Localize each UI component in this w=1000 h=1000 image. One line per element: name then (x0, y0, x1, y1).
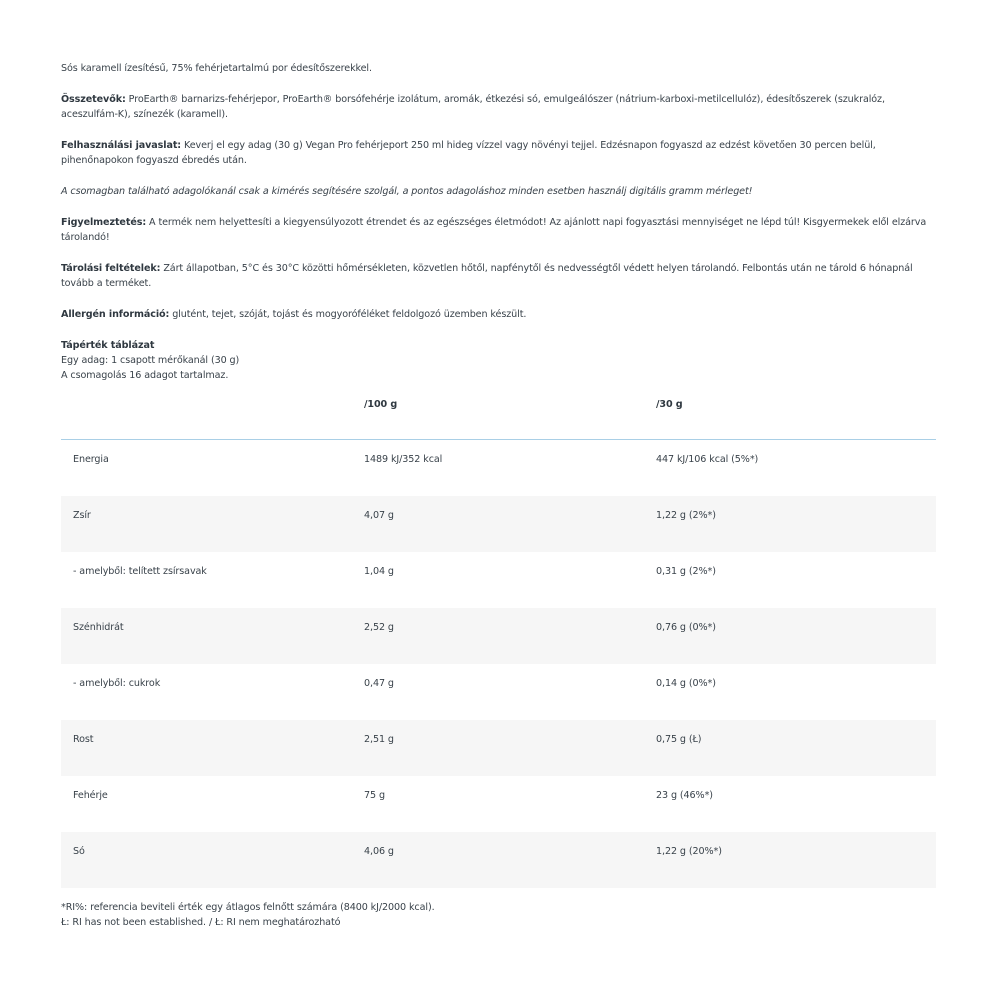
ri-not-established-footnote: Ł: RI has not been established. / Ł: RI nem meghatározható (61, 917, 341, 928)
ingredients-text: ProEarth® barnarizs-fehérjepor, ProEarth® borsófehérje izolátum, aromák, étkezési só, emulgeálószer (nátrium-karboxi-metilcellulóz), édesítőszerek (szukralóz, aceszulfám-K), színezék (karamell). (61, 94, 885, 120)
storage-paragraph (61, 261, 941, 291)
nutrient-name: Rost (73, 734, 94, 745)
value-per-100g: 75 g (364, 790, 385, 801)
table-row (61, 496, 936, 552)
column-header-100g: /100 g (364, 399, 398, 410)
ingredients-label: Összetevők: (61, 94, 126, 105)
value-per-100g: 4,06 g (364, 846, 394, 857)
value-per-100g: 4,07 g (364, 510, 394, 521)
value-per-30g: 0,14 g (0%*) (656, 678, 716, 689)
value-per-30g: 1,22 g (20%*) (656, 846, 722, 857)
usage-label: Felhasználási javaslat: (61, 140, 182, 151)
storage-label: Tárolási feltételek: (61, 263, 161, 274)
table-row (61, 776, 936, 832)
value-per-100g: 2,51 g (364, 734, 394, 745)
table-row (61, 832, 936, 888)
value-per-30g: 0,75 g (Ł) (656, 734, 702, 745)
value-per-100g: 1,04 g (364, 566, 394, 577)
nutrient-name: - amelyből: telített zsírsavak (73, 566, 207, 577)
value-per-100g: 0,47 g (364, 678, 394, 689)
warning-paragraph (61, 215, 941, 245)
value-per-100g: 2,52 g (364, 622, 394, 633)
table-row (61, 608, 936, 664)
table-row (61, 440, 936, 496)
ri-footnote: *RI%: referencia beviteli érték egy átlagos felnőtt számára (8400 kJ/2000 kcal). (61, 902, 435, 913)
nutrient-name: Zsír (73, 510, 91, 521)
table-row (61, 552, 936, 608)
nutrient-name: Energia (73, 454, 109, 465)
allergen-text: glutént, tejet, szóját, tojást és mogyoróféléket feldolgozó üzemben készült. (169, 309, 527, 320)
product-description (61, 61, 941, 383)
value-per-30g: 1,22 g (2%*) (656, 510, 716, 521)
usage-paragraph (61, 138, 941, 168)
footnotes (61, 900, 941, 930)
value-per-100g: 1489 kJ/352 kcal (364, 454, 443, 465)
servings-per-pack: A csomagolás 16 adagot tartalmaz. (61, 370, 229, 381)
scoop-note: A csomagban található adagolókanál csak a kimérés segítésére szolgál, a pontos adagoláshoz minden esetben használj digitális gramm mérleget! (61, 186, 753, 197)
table-row (61, 720, 936, 776)
nutrition-title: Tápérték táblázat (61, 340, 155, 351)
warning-label: Figyelmeztetés: (61, 217, 147, 228)
storage-text: Zárt állapotban, 5°C és 30°C közötti hőmérsékleten, közvetlen hőtől, napfénytől és nedvességtől védett helyen tárolandó. Felbontás után ne tárold 6 hónapnál tovább a terméket. (61, 263, 913, 289)
allergen-paragraph (61, 307, 941, 322)
nutrient-name: Szénhidrát (73, 622, 124, 633)
column-header-30g: /30 g (656, 399, 683, 410)
ingredients-paragraph (61, 92, 941, 122)
nutrient-name: Fehérje (73, 790, 108, 801)
intro-text: Sós karamell ízesítésű, 75% fehérjetartalmú por édesítőszerekkel. (61, 63, 372, 74)
nutrient-name: - amelyből: cukrok (73, 678, 161, 689)
usage-text: Keverj el egy adag (30 g) Vegan Pro fehérjeport 250 ml hideg vízzel vagy növényi tejjel. Edzésnapon fogyaszd az edzést követően 30 percen belül, pihenőnapokon fogyaszd ébredés után. (61, 140, 876, 166)
table-row (61, 664, 936, 720)
nutrient-name: Só (73, 846, 85, 857)
value-per-30g: 0,31 g (2%*) (656, 566, 716, 577)
value-per-30g: 0,76 g (0%*) (656, 622, 716, 633)
nutrition-table-header (61, 389, 936, 440)
nutrition-table (61, 389, 936, 888)
warning-text: A termék nem helyettesíti a kiegyensúlyozott étrendet és az egészséges életmódot! Az ajánlott napi fogyasztási mennyiséget ne lépd túl! Kisgyermekek elől elzárva tárolandó! (61, 217, 927, 243)
serving-size: Egy adag: 1 csapott mérőkanál (30 g) (61, 355, 240, 366)
allergen-label: Allergén információ: (61, 309, 170, 320)
value-per-30g: 23 g (46%*) (656, 790, 713, 801)
value-per-30g: 447 kJ/106 kcal (5%*) (656, 454, 759, 465)
